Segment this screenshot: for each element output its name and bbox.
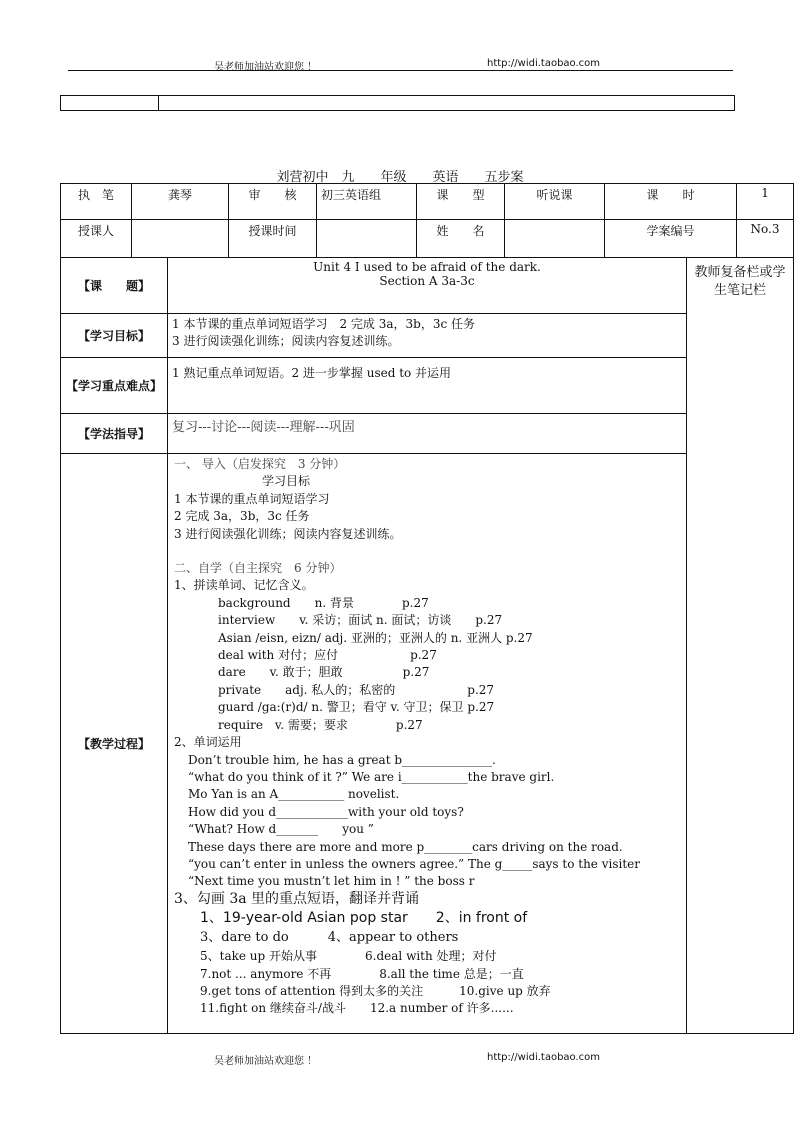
row-mubiao <box>61 314 794 358</box>
label-bianhao: 学案编号 <box>605 220 737 258</box>
document-title: 刘营初中 九 年级 英语 五步案 <box>276 170 524 185</box>
row-zhongdian <box>61 358 794 414</box>
value-shijian <box>317 220 417 258</box>
value-xingming <box>505 220 605 258</box>
value-mubiao <box>168 314 687 358</box>
word-item: deal with 对付；应付 p.27 <box>218 648 437 663</box>
label-kexing: 课 型 <box>417 184 505 220</box>
step-2-2-heading: 2、单词运用 <box>174 735 242 750</box>
label-shouke: 授课人 <box>61 220 132 258</box>
info-row-2 <box>61 220 794 258</box>
mubiao-line-2: 3 进行阅读强化训练；阅读内容复述训练。 <box>172 334 400 348</box>
word-item: guard /ga:(r)d/ n. 警卫；看守 v. 守卫；保卫 p.27 <box>218 700 495 715</box>
step-1-goal-1: 1 本节课的重点单词短语学习 <box>174 491 330 506</box>
value-xuefa: 复习---讨论---阅读---理解---巩固 <box>168 414 687 454</box>
step-1-goal-2: 2 完成 3a，3b，3c 任务 <box>174 509 310 524</box>
word-item: dare v. 敢于；胆敢 p.27 <box>218 665 430 680</box>
usage-item: “you can’t enter in unless the owners agree.” The g_____says to the visiter <box>188 856 640 871</box>
word-item: Asian /eisn, eizn/ adj. 亚洲的；亚洲人的 n. 亚洲人 p.27 <box>218 630 533 645</box>
usage-item: These days there are more and more p________cars driving on the road. <box>188 839 623 854</box>
label-mubiao: 【学习目标】 <box>61 314 168 358</box>
word-item: interview v. 采访；面试 n. 面试；访谈 p.27 <box>218 613 503 628</box>
side-notes-column <box>687 258 794 1034</box>
mubiao-line-1: 1 本节课的重点单词短语学习 2 完成 3a，3b，3c 任务 <box>172 317 475 331</box>
value-shouke <box>132 220 229 258</box>
info-row-1 <box>61 184 794 220</box>
label-xuefa: 【学法指导】 <box>61 414 168 454</box>
value-kexing: 听说课 <box>505 184 605 220</box>
footer-left-text: 吴老师加油站欢迎您 ！ <box>214 1056 318 1067</box>
label-shenhe: 审 核 <box>229 184 317 220</box>
step-1-goal-3: 3 进行阅读强化训练；阅读内容复述训练。 <box>174 526 402 541</box>
keti-line-2: Section A 3a-3c <box>379 274 475 288</box>
value-zhongdian: 1 熟记重点单词短语。2 进一步掌握 used to 并运用 <box>168 358 687 414</box>
word-item: require v. 需要；要求 p.27 <box>218 717 423 732</box>
label-guocheng: 【教学过程】 <box>61 454 168 1034</box>
step-1-subtitle: 学习目标 <box>262 474 311 489</box>
usage-item: “what do you think of it ?” We are i___________the brave girl. <box>188 769 555 784</box>
header-divider <box>68 70 733 71</box>
label-keti: 【课 题】 <box>61 258 168 314</box>
lesson-plan-table <box>60 183 794 1034</box>
footer-url[interactable]: http://widi.taobao.com <box>487 1052 601 1063</box>
label-zhongdian: 【学习重点难点】 <box>61 358 168 414</box>
value-keti <box>168 258 687 314</box>
side-note-title: 教师复备栏或学生笔记栏 <box>694 265 786 298</box>
usage-item: Don’t trouble him, he has a great b_______________. <box>188 752 496 767</box>
row-keti <box>61 258 794 314</box>
row-xuefa <box>61 414 794 454</box>
word-item: background n. 背景 p.27 <box>218 595 429 610</box>
header-left-text: 吴老师加油站欢迎您 ！ <box>214 62 318 73</box>
label-shijian: 授课时间 <box>229 220 317 258</box>
usage-item: How did you d____________with your old toys? <box>188 804 464 819</box>
usage-item: Mo Yan is an A___________ novelist. <box>188 787 400 802</box>
word-item: private adj. 私人的；私密的 p.27 <box>218 682 495 697</box>
label-zhibi: 执 笔 <box>61 184 132 220</box>
value-bianhao: No.3 <box>737 220 794 258</box>
usage-item: “What? How d_______ you ” <box>188 822 374 837</box>
phrase-line: 7.not ... anymore 不再 8.all the time 总是；一直 <box>200 966 524 981</box>
label-keshi: 课 时 <box>605 184 737 220</box>
phrase-line: 5、take up 开始从事 6.deal with 处理；对付 <box>200 949 497 964</box>
keti-line-1: Unit 4 I used to be afraid of the dark. <box>313 260 541 274</box>
empty-top-table <box>60 95 735 111</box>
value-zhibi: 龚琴 <box>132 184 229 220</box>
step-2-heading: 二、自学（自主探究 6 分钟） <box>174 561 342 576</box>
step-1-heading: 一、 导入（启发探究 3 分钟） <box>174 457 346 471</box>
step-3-heading: 3、勾画 3a 里的重点短语，翻译并背诵 <box>174 890 420 907</box>
phrase-line: 3、dare to do 4、appear to others <box>200 930 459 946</box>
usage-item: “Next time you mustn’t let him in ! ” the boss r <box>188 874 475 889</box>
row-guocheng <box>61 454 794 1034</box>
label-xingming: 姓 名 <box>417 220 505 258</box>
phrase-line: 11.fight on 继续奋斗/战斗 12.a number of 许多...... <box>200 1001 514 1016</box>
value-shenhe: 初三英语组 <box>317 184 417 220</box>
process-content <box>168 454 687 1034</box>
phrase-line: 9.get tons of attention 得到太多的关注 10.give up 放弃 <box>200 983 551 998</box>
phrase-line: 1、19-year-old Asian pop star 2、in front of <box>200 910 528 927</box>
step-2-1-heading: 1、拼读单词、记忆含义。 <box>174 578 314 593</box>
value-keshi: 1 <box>737 184 794 220</box>
header-url[interactable]: http://widi.taobao.com <box>487 58 601 69</box>
